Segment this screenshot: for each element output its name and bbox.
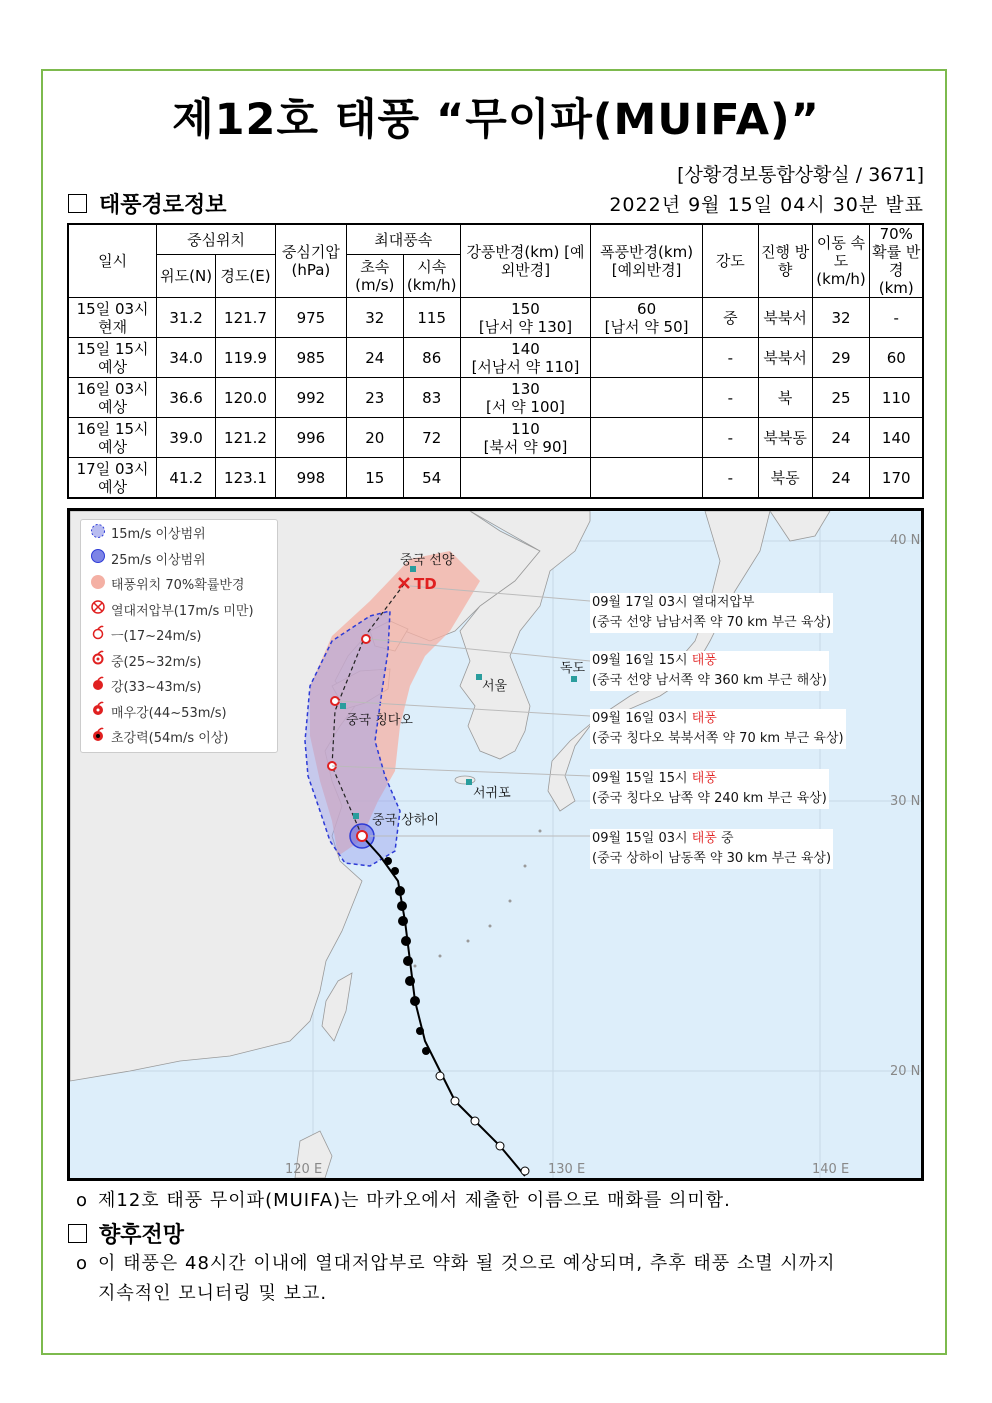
- cell-prob-line1: 170: [881, 468, 911, 487]
- cell-direction-line1: 북북서: [763, 348, 807, 367]
- cell-pressure: [275, 338, 346, 378]
- cell-time-line2: 예상: [98, 397, 128, 416]
- annotation-intensity: 중: [716, 831, 734, 846]
- publish-date: 2022년 9월 15일 04시 30분 발표: [609, 194, 924, 216]
- cell-direction: [758, 458, 812, 499]
- lat-label-20: 20 N: [890, 1064, 921, 1079]
- table-row: [68, 378, 923, 418]
- track-annotation: [590, 769, 829, 809]
- annotation-location: (중국 선양 남서쪽 약 360 km 부근 해상): [592, 673, 827, 688]
- cell-time-line1: 17일 03시: [76, 459, 149, 478]
- cell-speed: [812, 378, 870, 418]
- cell-kmh: [403, 458, 460, 499]
- annotation-status: 태풍: [691, 831, 717, 846]
- cell-pressure: [275, 298, 346, 338]
- cell-kmh-line1: 86: [422, 348, 442, 367]
- legend-item: [81, 546, 277, 572]
- cell-direction-line1: 북: [777, 388, 793, 407]
- lat-label-40: 40 N: [890, 533, 921, 548]
- cell-kmh: [403, 418, 460, 458]
- cell-lat-line1: 41.2: [169, 468, 203, 487]
- annotation-location: (중국 칭다오 북북서쪽 약 70 km 부근 육상): [592, 731, 844, 746]
- annotation-status: 태풍: [691, 711, 717, 726]
- annotation-status: 태풍: [691, 653, 717, 668]
- typhoon-weak-icon: [87, 625, 109, 645]
- cell-time-line2: 현재: [98, 317, 128, 336]
- track-annotation: [590, 593, 833, 633]
- cell-lat-line1: 39.0: [169, 428, 203, 447]
- cell-prob: [870, 338, 923, 378]
- cell-prob: [870, 418, 923, 458]
- legend-item: [81, 648, 277, 674]
- legend-label: 초강력(54m/s 이상): [111, 731, 229, 747]
- cell-lon-line1: 121.2: [224, 428, 267, 447]
- cell-direction: [758, 378, 812, 418]
- pink-area-icon: [87, 574, 109, 594]
- legend-item: [81, 520, 277, 546]
- table-row: [68, 338, 923, 378]
- header-ms: 초속 (m/s): [346, 255, 403, 298]
- cell-speed: [812, 298, 870, 338]
- cell-pressure: [275, 458, 346, 499]
- map-legend: [80, 519, 278, 753]
- cell-ms-line1: 24: [365, 348, 385, 367]
- cell-lon: [216, 298, 276, 338]
- cell-lon: [216, 378, 276, 418]
- legend-label: 25m/s 이상범위: [111, 552, 206, 568]
- note-outlook-line2: 지속적인 모니터링 및 보고.: [98, 1283, 328, 1304]
- section-outlook-label: 향후전망: [99, 1223, 185, 1248]
- annotation-time-text: 09월 16일 15시: [592, 653, 692, 668]
- cell-intensity: [702, 418, 758, 458]
- typhoon-track-map: [67, 508, 924, 1181]
- cell-lon-line1: 119.9: [224, 348, 267, 367]
- cell-prob-line1: 60: [886, 348, 906, 367]
- cell-speed-line1: 29: [831, 348, 851, 367]
- annotation-time-text: 09월 15일 03시: [592, 831, 692, 846]
- cell-pressure: [275, 418, 346, 458]
- dotted-circle-icon: [87, 523, 109, 543]
- header-kmh: 시속 (km/h): [403, 255, 460, 298]
- cell-intensity-line1: 중: [723, 308, 738, 327]
- cell-storm-radius: [591, 458, 703, 499]
- cell-storm-radius: [591, 418, 703, 458]
- cell-intensity-line1: -: [727, 388, 734, 407]
- header-direction: 진행 방향: [758, 224, 812, 298]
- annotation-location: (중국 선양 남남서쪽 약 70 km 부근 육상): [592, 615, 832, 630]
- lon-label-120: 120 E: [285, 1162, 323, 1177]
- place-shanghai: 중국 상하이: [372, 813, 439, 828]
- cell-strong-radius-line1: 130: [511, 379, 540, 398]
- section-track-info: [68, 188, 227, 219]
- cell-speed-line1: 24: [831, 428, 851, 447]
- cell-ms-line1: 20: [365, 428, 385, 447]
- track-annotation: [590, 651, 829, 691]
- cell-kmh-line1: 72: [422, 428, 442, 447]
- cell-storm-radius-line1: 60: [637, 299, 657, 318]
- cell-speed: [812, 338, 870, 378]
- cell-storm-radius: [591, 298, 703, 338]
- note-outlook-line1: 이 태풍은 48시간 이내에 열대저압부로 약화 될 것으로 예상되며, 추후 태풍 소멸 시까지: [98, 1253, 836, 1274]
- header-probability-radius: 70% 확률 반경 (km): [870, 224, 923, 298]
- legend-label: 열대저압부(17m/s 미만): [111, 603, 254, 619]
- lon-label-140: 140 E: [812, 1162, 850, 1177]
- annotation-time: [592, 593, 831, 613]
- cell-prob-line1: -: [893, 308, 899, 327]
- note-name-origin-text: 제12호 태풍 무이파(MUIFA)는 마카오에서 제출한 이름으로 매화를 의미함.: [98, 1190, 731, 1211]
- header-intensity: 강도: [702, 224, 758, 298]
- cell-lon: [216, 338, 276, 378]
- cell-strong-radius-line2: [북서 약 90]: [483, 437, 568, 456]
- cell-direction-line1: 북동: [770, 468, 800, 487]
- checkbox-icon: [68, 194, 87, 213]
- table-row: [68, 298, 923, 338]
- header-center: 중심위치: [157, 224, 276, 255]
- legend-label: ㅡ(17~24m/s): [111, 629, 202, 645]
- table-row: [68, 418, 923, 458]
- cell-ms: [346, 418, 403, 458]
- cell-strong-radius-line1: 150: [511, 299, 540, 318]
- cell-pressure-line1: 985: [296, 348, 326, 367]
- cell-time: [68, 458, 157, 499]
- cell-prob: [870, 458, 923, 499]
- cell-lon-line1: 121.7: [224, 308, 267, 327]
- cell-lon: [216, 418, 276, 458]
- td-label: TD: [414, 575, 437, 593]
- track-annotation: [590, 829, 833, 869]
- cell-lon-line1: 120.0: [224, 388, 267, 407]
- cell-strong-radius: [460, 418, 591, 458]
- cell-direction-line1: 북북동: [763, 428, 807, 447]
- cell-kmh: [403, 378, 460, 418]
- cell-strong-radius-line2: [서남서 약 110]: [471, 357, 580, 376]
- header-speed: 이동 속도 (km/h): [812, 224, 870, 298]
- cell-strong-radius: [460, 298, 591, 338]
- legend-item: [81, 673, 277, 699]
- track-annotation: [590, 709, 846, 749]
- cell-ms: [346, 458, 403, 499]
- checkbox-icon: [68, 1224, 87, 1243]
- lat-label-30: 30 N: [890, 794, 921, 809]
- header-time: 일시: [68, 224, 157, 298]
- place-seogwipo: 서귀포: [473, 786, 511, 801]
- legend-label: 15m/s 이상범위: [111, 527, 206, 543]
- note-outlook: [76, 1249, 835, 1275]
- cell-intensity: [702, 378, 758, 418]
- cell-ms-line1: 32: [365, 308, 385, 327]
- cell-prob-line1: 140: [881, 428, 911, 447]
- cell-pressure-line1: 975: [296, 308, 326, 327]
- annotation-location: (중국 칭다오 남쪽 약 240 km 부근 육상): [592, 791, 827, 806]
- cell-intensity-line1: -: [727, 428, 734, 447]
- cell-intensity: [702, 338, 758, 378]
- cell-prob: [870, 298, 923, 338]
- legend-item: [81, 699, 277, 725]
- annotation-time: [592, 829, 831, 849]
- legend-item: [81, 622, 277, 648]
- lon-label-130: 130 E: [548, 1162, 586, 1177]
- cell-time-line2: 예상: [98, 437, 128, 456]
- section-track-info-label: 태풍경로정보: [99, 193, 227, 218]
- annotation-status: 태풍: [691, 771, 717, 786]
- cell-time: [68, 378, 157, 418]
- cell-speed-line1: 32: [831, 308, 851, 327]
- legend-label: 태풍위치 70%확률반경: [111, 578, 245, 594]
- cell-strong-radius: [460, 378, 591, 418]
- cell-speed: [812, 418, 870, 458]
- place-shenyang: 중국 선양: [400, 553, 455, 568]
- cell-time-line1: 15일 03시: [76, 299, 149, 318]
- source-office: [상황경보통합상황실 / 3671]: [677, 164, 924, 186]
- cell-time: [68, 338, 157, 378]
- typhoon-medium-icon: [87, 650, 109, 670]
- track-table: [67, 223, 924, 499]
- header-maxwind: 최대풍속: [346, 224, 460, 255]
- annotation-location: (중국 상하이 남동쪽 약 30 km 부근 육상): [592, 851, 832, 866]
- cell-lat: [157, 338, 216, 378]
- cell-ms: [346, 298, 403, 338]
- cell-ms: [346, 338, 403, 378]
- cell-lat-line1: 34.0: [169, 348, 203, 367]
- cell-lat: [157, 298, 216, 338]
- cell-strong-radius-line2: [서 약 100]: [486, 397, 565, 416]
- cell-kmh: [403, 298, 460, 338]
- cell-lon: [216, 458, 276, 499]
- cell-lat: [157, 378, 216, 418]
- place-qingdao: 중국 칭다오: [346, 713, 413, 728]
- header-pressure: 중심기압 (hPa): [275, 224, 346, 298]
- annotation-time: [592, 651, 827, 671]
- cell-time-line2: 예상: [98, 357, 128, 376]
- header-storm-radius: 폭풍반경(km) [예외반경]: [591, 224, 703, 298]
- cell-strong-radius: [460, 458, 591, 499]
- cell-prob: [870, 378, 923, 418]
- cell-pressure-line1: 998: [296, 468, 326, 487]
- typhoon-super-icon: [87, 727, 109, 747]
- cell-storm-radius: [591, 378, 703, 418]
- cell-lat-line1: 36.6: [169, 388, 203, 407]
- legend-label: 매우강(44~53m/s): [111, 705, 227, 721]
- cell-ms-line1: 15: [365, 468, 385, 487]
- cell-kmh-line1: 54: [422, 468, 442, 487]
- legend-item: [81, 724, 277, 750]
- cell-pressure: [275, 378, 346, 418]
- cell-time: [68, 298, 157, 338]
- annotation-time: [592, 769, 827, 789]
- cell-speed-line1: 24: [831, 468, 851, 487]
- cell-direction-line1: 북북서: [763, 308, 807, 327]
- cell-speed-line1: 25: [831, 388, 851, 407]
- cell-lon-line1: 123.1: [224, 468, 267, 487]
- section-outlook: [68, 1218, 184, 1249]
- cell-ms-line1: 23: [365, 388, 385, 407]
- cell-kmh: [403, 338, 460, 378]
- header-lat: 위도(N): [157, 255, 216, 298]
- cell-time-line1: 15일 15시: [76, 339, 149, 358]
- bullet: o: [76, 1253, 89, 1274]
- cell-pressure-line1: 992: [296, 388, 326, 407]
- cell-kmh-line1: 83: [422, 388, 442, 407]
- legend-item: [81, 571, 277, 597]
- bullet: o: [76, 1190, 89, 1211]
- note-name-origin: [76, 1186, 731, 1212]
- cell-speed: [812, 458, 870, 499]
- cell-strong-radius-line2: [남서 약 130]: [478, 317, 573, 336]
- cell-lat-line1: 31.2: [169, 308, 203, 327]
- annotation-time: [592, 709, 844, 729]
- cell-strong-radius-line1: 110: [511, 419, 540, 438]
- place-seoul: 서울: [482, 679, 508, 694]
- cell-strong-radius: [460, 338, 591, 378]
- cell-kmh-line1: 115: [417, 308, 447, 327]
- legend-label: 강(33~43m/s): [111, 680, 202, 696]
- cell-direction: [758, 418, 812, 458]
- annotation-time-text: 09월 16일 03시: [592, 711, 692, 726]
- cell-time: [68, 418, 157, 458]
- cell-storm-radius: [591, 338, 703, 378]
- header-lon: 경도(E): [216, 255, 276, 298]
- table-row: [68, 458, 923, 499]
- typhoon-strong-icon: [87, 676, 109, 696]
- cell-time-line2: 예상: [98, 477, 128, 496]
- place-dokdo: 독도: [560, 661, 586, 676]
- annotation-time-text: 09월 17일 03시 열대저압부: [592, 595, 755, 610]
- cell-pressure-line1: 996: [296, 428, 326, 447]
- cell-strong-radius-line1: 140: [511, 339, 540, 358]
- cell-direction: [758, 338, 812, 378]
- typhoon-very-strong-icon: [87, 701, 109, 721]
- cell-storm-radius-line2: [남서 약 50]: [604, 317, 689, 336]
- legend-item: [81, 597, 277, 623]
- cell-time-line1: 16일 03시: [76, 379, 149, 398]
- cell-intensity-line1: -: [727, 468, 734, 487]
- cell-lat: [157, 458, 216, 499]
- cell-intensity: [702, 458, 758, 499]
- legend-label: 중(25~32m/s): [111, 654, 202, 670]
- header-strong-wind-radius: 강풍반경(km) [예외반경]: [460, 224, 591, 298]
- page-title: 제12호 태풍 “무이파(MUIFA)”: [172, 95, 820, 145]
- cell-lat: [157, 418, 216, 458]
- annotation-time-text: 09월 15일 15시: [592, 771, 692, 786]
- td-cross-icon: [87, 599, 109, 619]
- cell-intensity-line1: -: [727, 348, 734, 367]
- cell-time-line1: 16일 15시: [76, 419, 149, 438]
- blue-circle-icon: [87, 548, 109, 568]
- cell-direction: [758, 298, 812, 338]
- cell-prob-line1: 110: [881, 388, 911, 407]
- cell-intensity: [702, 298, 758, 338]
- cell-ms: [346, 378, 403, 418]
